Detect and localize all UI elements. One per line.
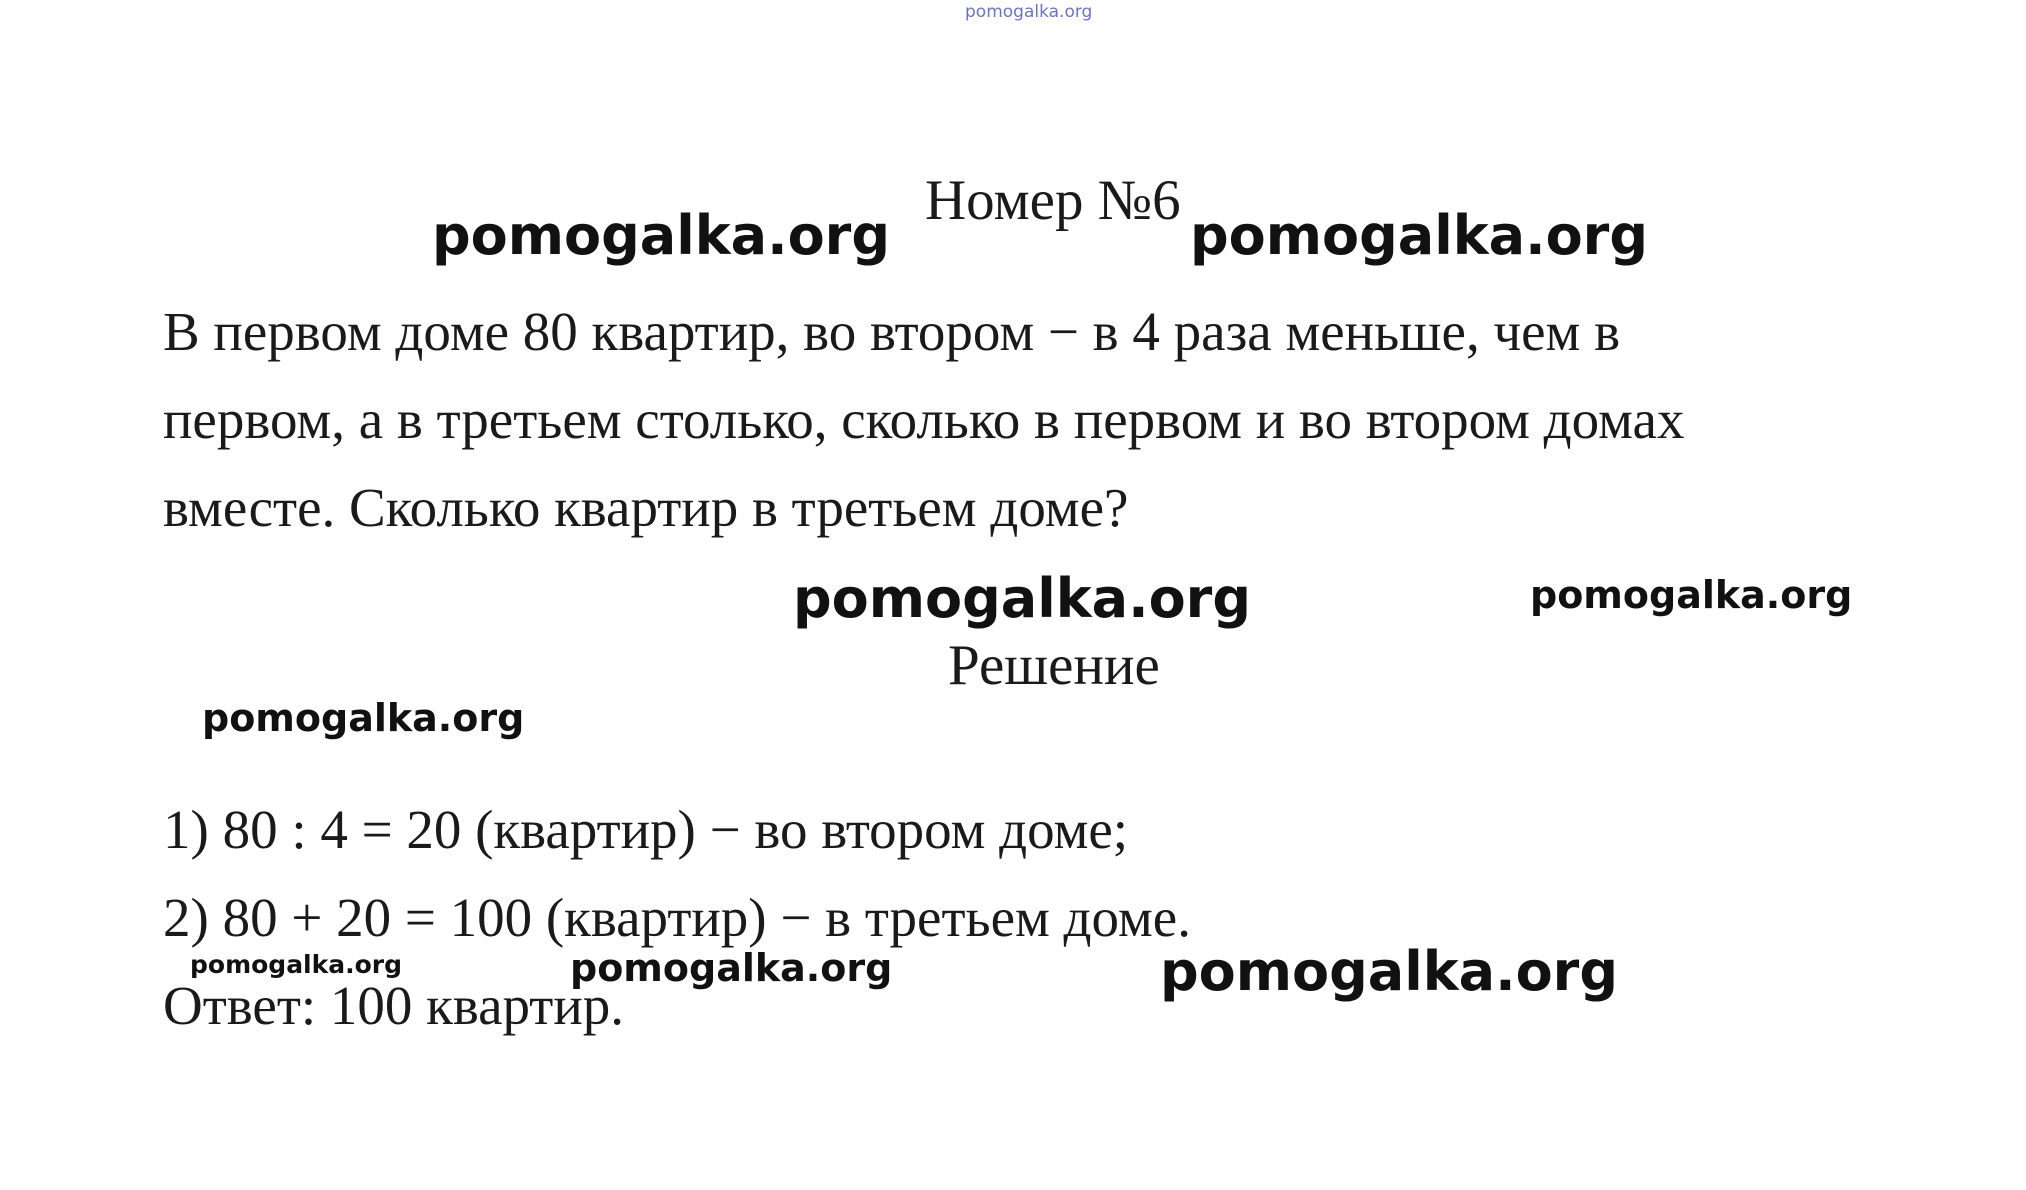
- watermark-top: pomogalka.org: [965, 2, 1093, 22]
- watermark: pomogalka.org: [202, 696, 525, 740]
- problem-text-line-2: первом, а в третьем столько, сколько в первом и во втором домах: [163, 389, 1685, 450]
- solution-heading: Решение: [948, 634, 1160, 697]
- watermark: pomogalka.org: [1530, 573, 1853, 617]
- solution-step-1: 1) 80 : 4 = 20 (квартир) − во втором доме;: [163, 799, 1129, 860]
- problem-text-line-1: В первом доме 80 квартир, во втором − в 4 раза меньше, чем в: [163, 301, 1621, 362]
- watermark: pomogalka.org: [570, 946, 893, 990]
- problem-number-title: Номер №6: [925, 169, 1181, 232]
- answer-line: Ответ: 100 квартир.: [163, 975, 625, 1036]
- watermark: pomogalka.org: [190, 950, 403, 979]
- solution-step-2: 2) 80 + 20 = 100 (квартир) − в третьем доме.: [163, 887, 1191, 948]
- watermark: pomogalka.org: [793, 567, 1251, 630]
- watermark: pomogalka.org: [1190, 204, 1648, 267]
- problem-text-line-3: вместе. Сколько квартир в третьем доме?: [163, 477, 1129, 538]
- watermark: pomogalka.org: [432, 204, 890, 267]
- watermark: pomogalka.org: [1160, 940, 1618, 1003]
